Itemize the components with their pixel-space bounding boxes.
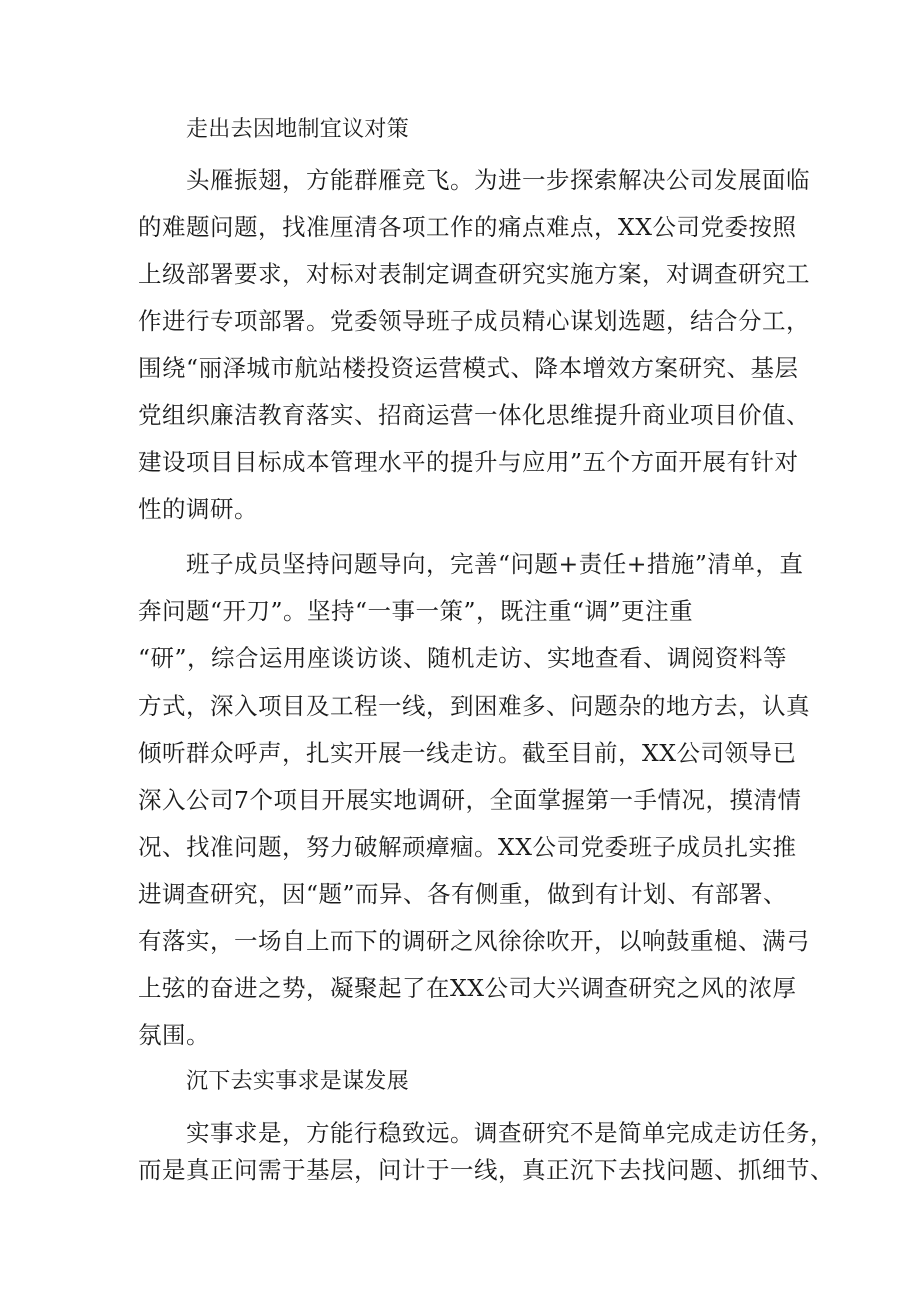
- paragraph-line: 班子成员坚持问题导向，完善“问题+责任+措施”清单，直: [186, 550, 804, 578]
- paragraph-line: 上级部署要求，对标对表制定调查研究实施方案，对调查研究工: [138, 260, 810, 288]
- paragraph-line: 而是真正问需于基层，问计于一线，真正沉下去找问题、抓细节、: [138, 1156, 834, 1184]
- paragraph-line: “研”，综合运用座谈访谈、随机走访、实地查看、调阅资料等: [138, 644, 788, 672]
- paragraph-line: 方式，深入项目及工程一线，到困难多、问题杂的地方去，认真: [138, 692, 810, 720]
- paragraph-line: 倾听群众呼声，扎实开展一线走访。截至目前，XX公司领导已: [138, 739, 797, 767]
- section-heading-1: 走出去因地制宜议对策: [186, 117, 410, 142]
- paragraph-line: 建设项目目标成本管理水平的提升与应用”五个方面开展有针对: [138, 448, 799, 476]
- paragraph-line: 上弦的奋进之势，凝聚起了在XX公司大兴调查研究之风的浓厚: [138, 974, 797, 1002]
- paragraph-line: 有落实，一场自上而下的调研之风徐徐吹开，以响鼓重槌、满弓: [138, 927, 810, 955]
- paragraph-line: 奔问题“开刀”。坚持“一事一策”，既注重“调”更注重: [138, 597, 694, 625]
- paragraph-line: 进调查研究，因“题”而异、各有侧重，做到有计划、有部署、: [138, 880, 788, 908]
- paragraph-line: 头雁振翅，方能群雁竞飞。为进一步探索解决公司发展面临: [186, 166, 810, 194]
- paragraph-line: 深入公司7个项目开展实地调研，全面掌握第一手情况，摸清情: [138, 786, 802, 814]
- section-heading-2: 沉下去实事求是谋发展: [186, 1069, 410, 1094]
- paragraph-line: 况、找准问题，努力破解顽瘴痼。XX公司党委班子成员扎实推: [138, 833, 797, 861]
- paragraph-line: 实事求是，方能行稳致远。调查研究不是简单完成走访任务，: [186, 1119, 834, 1147]
- paragraph-line: 的难题问题，找准厘清各项工作的痛点难点，XX公司党委按照: [138, 213, 797, 241]
- paragraph-line: 党组织廉洁教育落实、招商运营一体化思维提升商业项目价值、: [138, 401, 810, 429]
- paragraph-line: 氛围。: [138, 1021, 210, 1049]
- paragraph-line: 作进行专项部署。党委领导班子成员精心谋划选题，结合分工，: [138, 307, 810, 335]
- paragraph-line: 性的调研。: [138, 495, 258, 523]
- paragraph-line: 围绕“丽泽城市航站楼投资运营模式、降本增效方案研究、基层: [138, 354, 799, 382]
